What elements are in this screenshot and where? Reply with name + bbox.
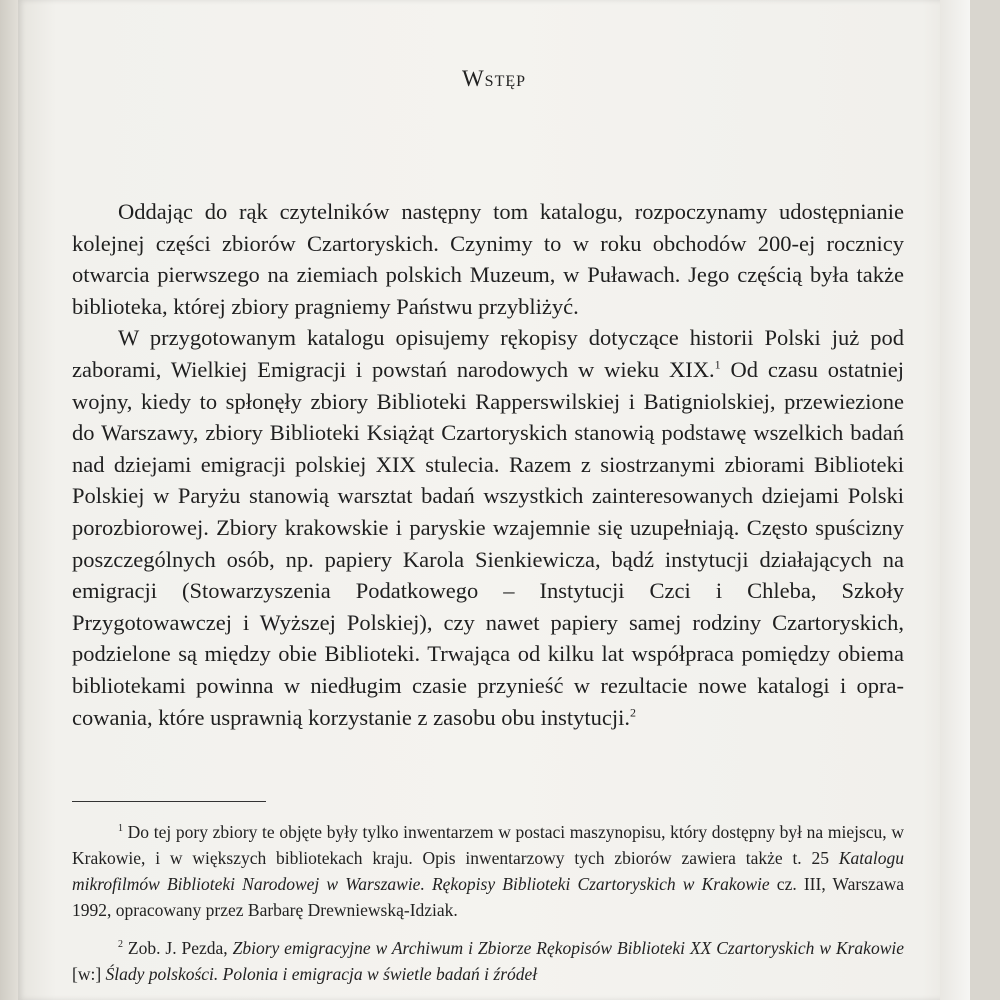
page-edge (940, 0, 970, 1000)
footnote-1-text-a: Do tej pory zbiory te objęte były tylko inwentarzem w postaci maszynopisu, który dostępny był na miejscu, w Krakowie, i w większych bibliotekach kraju. Opis inwentarzowy tych zbiorów zawiera także t. 25 (72, 822, 904, 868)
paragraph-2 (72, 322, 904, 733)
footnote-2-marker: 2 (118, 939, 123, 951)
footnote-1-text-b: cz. III, Warszawa 1992, opracowany przez Barbarę Drewniewską-Idziak. (72, 874, 904, 920)
footnote-2-text-b: [w:] (72, 964, 106, 984)
footnote-2-italic-b: Ślady polskości. Polonia i emigracja w świetle badań i źródeł (105, 964, 538, 984)
footnote-separator (72, 801, 266, 802)
footnote-marker-1: 1 (714, 357, 721, 372)
footnote-1-marker: 1 (118, 823, 123, 835)
book-page (18, 0, 970, 1000)
book-gutter (0, 0, 18, 1000)
footnote-marker-2: 2 (629, 705, 636, 719)
page-heading: Wstęp (461, 66, 527, 91)
paragraph-1: Oddając do rąk czytelników następny tom katalogu, rozpoczynamy udostępnianie kolejnej części zbiorów Czartoryskich. Czynimy to w roku obchodów 200-ej rocznicy otwarcia pierwszego na ziemiach polskich Muzeum, w Puławach. Jego częścią była także biblioteka, której zbiory pragniemy Państwu przybliżyć. (72, 199, 904, 319)
paragraph-2-part-1: W przygotowanym katalogu opisujemy rękopisy dotyczące historii Polski już pod zaborami, Wielkiej Emigracji i powstań narodowych w wieku XIX. (72, 325, 904, 382)
main-text (72, 196, 904, 733)
footnote-2-text-a: Zob. J. Pezda, (123, 938, 233, 958)
footnote-1 (72, 819, 904, 923)
paragraph-2-part-2: Od czasu ostatniej wojny, kiedy to spłonęły zbiory Biblioteki Rapperswilskiej i Batigniolskiej, przewiezione do Warszawy, zbiory Biblioteki Książąt Czartoryskich stanowią podstawę wszelkich badań nad dziejami emigracji polskiej XIX stulecia. Razem z siostrzanymi zbiorami Biblioteki Polskiej w Paryżu stanowią warsztat badań wszystkich zainteresowanych dziejami Polski porozbiorowej. Zbiory krakowskie i paryskie wzajemnie się uzupełniają. Często spuścizny poszczególnych osób, np. papiery Karola Sienkiewicza, bądź instytucji działających na emigracji (Stowarzyszenia Podatkowego – Instytucji Czci i Chleba, Szkoły Przygotowawczej i Wyższej Polskiej), czy nawet papiery samej rodziny Czartoryskich, podzielone są między obie Biblioteki. Trwająca od kilku lat współpraca pomiędzy obiema bibliotekami powinna w niedługim czasie przynieść w rezultacie nowe katalogi i opracowania, które usprawnią korzystanie z zasobu obu instytucji. (72, 356, 904, 730)
footnote-2 (72, 935, 904, 987)
footnote-1-italic: Katalogu mikrofilmów Biblioteki Narodowej w Warszawie. Rękopisy Biblioteki Czartoryskich w Krakowie (72, 848, 904, 894)
footnotes (72, 819, 904, 987)
footnote-2-italic-a: Zbiory emigracyjne w Archiwum i Zbiorze Rękopisów Biblioteki XX Czartoryskich w Krakowie (232, 938, 904, 958)
